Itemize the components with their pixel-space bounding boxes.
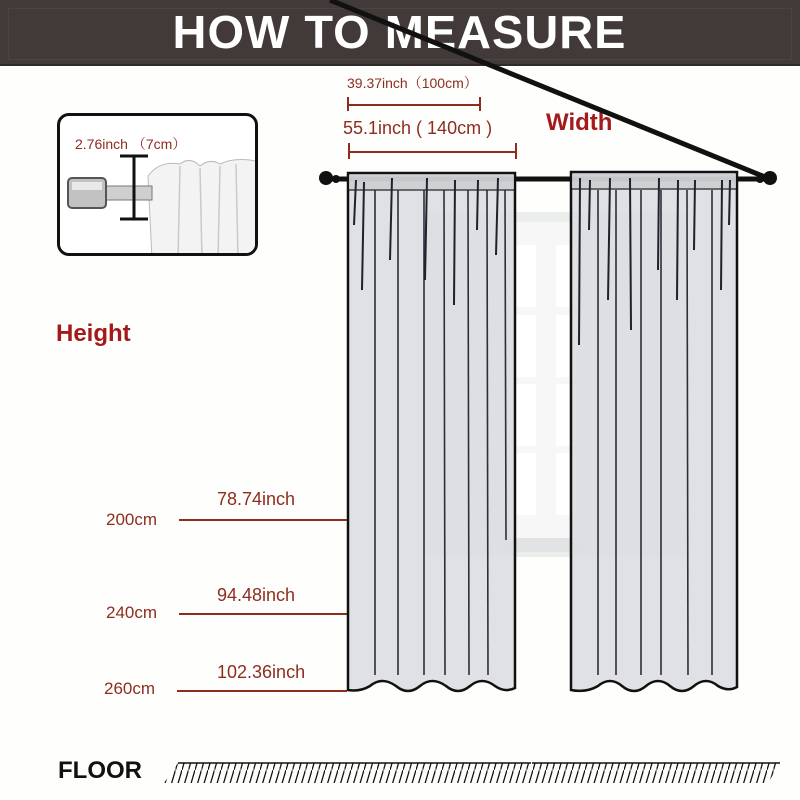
width-measure-large-label: 55.1inch ( 140cm ) [343, 118, 493, 138]
width-measure-small-label: 39.37inch（100cm） [347, 75, 478, 91]
floor-label: FLOOR [58, 757, 142, 784]
height-260-cm: 260cm [104, 679, 156, 698]
width-heading: Width [546, 109, 613, 136]
rod-pocket-measure-label: 2.76inch （7cm） [75, 136, 187, 152]
height-200-cm: 200cm [106, 510, 158, 529]
height-240-cm: 240cm [106, 603, 158, 622]
height-240-inch: 94.48inch [217, 585, 296, 605]
height-200-inch: 78.74inch [217, 489, 296, 509]
page-title: HOW TO MEASURE [173, 6, 627, 58]
height-heading: Height [56, 320, 131, 347]
height-260-inch: 102.36inch [217, 662, 306, 682]
